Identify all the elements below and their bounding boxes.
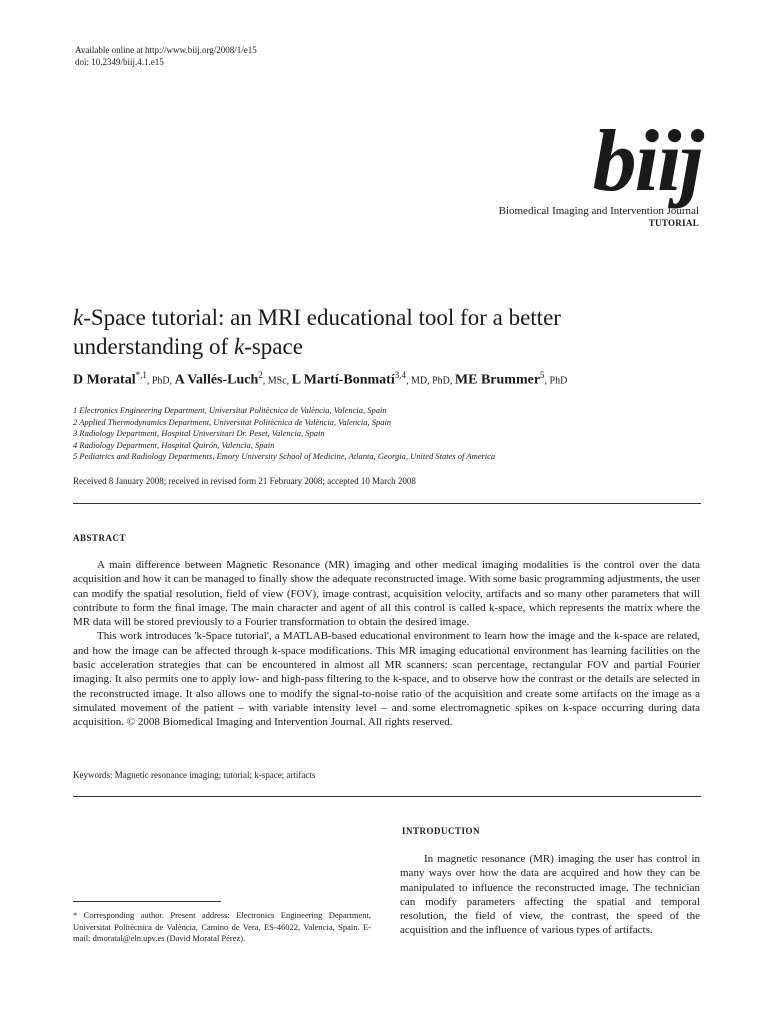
introduction-paragraph: In magnetic resonance (MR) imaging the user has control in many ways over how the data are acquired and how they can be manipulated to influence the reconstructed image. The technician can modify parameters affecting the spatial and temporal resolution, the field of view, the contrast, the speed of the acquisition and the influence of various types of artifacts.: [400, 853, 700, 937]
author-name: L Martí-Bonmatí: [291, 372, 395, 388]
article-title: k-Space tutorial: an MRI educational tool for a better understanding of k-space: [73, 305, 561, 359]
abstract-body: [73, 558, 700, 730]
affiliation-item: 1 Electronics Engineering Department, Universitat Politècnica de València, Valencia, Spain: [73, 405, 387, 415]
divider: [73, 796, 701, 797]
author-name: D Moratal: [73, 372, 136, 388]
article-type: TUTORIAL: [648, 218, 699, 228]
affiliation-item: 3 Radiology Department, Hospital Universitari Dr. Peset, Valencia, Spain: [73, 428, 325, 438]
author-name: A Vallés-Luch: [174, 372, 259, 388]
introduction-body: [400, 852, 700, 938]
doi: doi: 10.2349/biij.4.1.e15: [75, 57, 164, 67]
header-meta: [75, 44, 257, 68]
affiliation-item: 2 Applied Thermodynamics Department, Universitat Politècnica de València, Valencia, Spain: [73, 416, 392, 427]
affiliation-item: 5 Pediatrics and Radiology Departments, Emory University School of Medicine, Atlanta, Georgia, United States of America: [73, 451, 496, 461]
journal-logo: biij: [592, 113, 702, 210]
abstract-paragraph: This work introduces 'k-Space tutorial', a MATLAB-based educational environment to learn how the image and the k-space are related, and how the image can be affected through k-space modifications. This MR imaging educational environment has learning facilities on the basic acceleration strategies that can be encountered in almost all MR scanners: scan percentage, rectangular FOV and partial Fourier imaging. It also permits one to apply low- and high-pass filtering to the k-space, and to observe how the contrast or the details are selected in the reconstructed image. It also allows one to modify the signal-to-noise ratio of the acquisition and create some artifacts on the image as a simulated movement of the patient – with variable intensity level – and some electromagnetic spikes on k-space occurring during data acquisition. © 2008 Biomedical Imaging and Intervention Journal. All rights reserved.: [73, 630, 700, 729]
affiliation-item: 4 Radiology Department, Hospital Quirón, Valencia, Spain: [73, 439, 275, 450]
author-name: ME Brummer: [454, 372, 541, 388]
received-dates: Received 8 January 2008; received in revised form 21 February 2008; accepted 10 March 2008: [73, 476, 416, 486]
keywords: Keywords: Magnetic resonance imaging; tutorial; k-space; artifacts: [73, 770, 316, 780]
introduction-heading: INTRODUCTION: [402, 826, 481, 836]
affiliations: [73, 405, 713, 463]
author-list: D Moratal$^{*,1}$, PhD, A Vallés-Luch$^2$, MSc, L Martí-Bonmatí$^{3,4}$, MD, PhD, ME Brummer$^5$, PhD: [73, 370, 568, 388]
corresponding-author-footnote: * Corresponding author. Present address: Electronics Engineering Department, Universitat Politècnica de València, Camino de Vera, ES-46022, Valencia, Spain. E-mail: dmoratal@eln.upv.es (David Moratal Pérez).: [73, 910, 371, 943]
available-online-link[interactable]: Available online at http://www.biij.org/2008/1/e15: [75, 45, 257, 55]
divider: [73, 503, 701, 504]
journal-name: Biomedical Imaging and Intervention Journal: [498, 205, 699, 217]
abstract-paragraph: A main difference between Magnetic Resonance (MR) imaging and other medical imaging modalities is the control over the data acquisition and how it can be managed to finally show the adequate reconstructed image. With some basic programming adjustments, the user can modify the spatial resolution, field of view (FOV), image contrast, acquisition velocity, artifacts and so many other parameters that will contribute to form the final image. The main character and agent of all this control is called k-space, which represents the matrix where the MR data will be stored previously to a Fourier transformation to obtain the desired image.: [73, 559, 700, 629]
footnote-rule: [73, 901, 221, 902]
abstract-heading: ABSTRACT: [73, 533, 127, 543]
